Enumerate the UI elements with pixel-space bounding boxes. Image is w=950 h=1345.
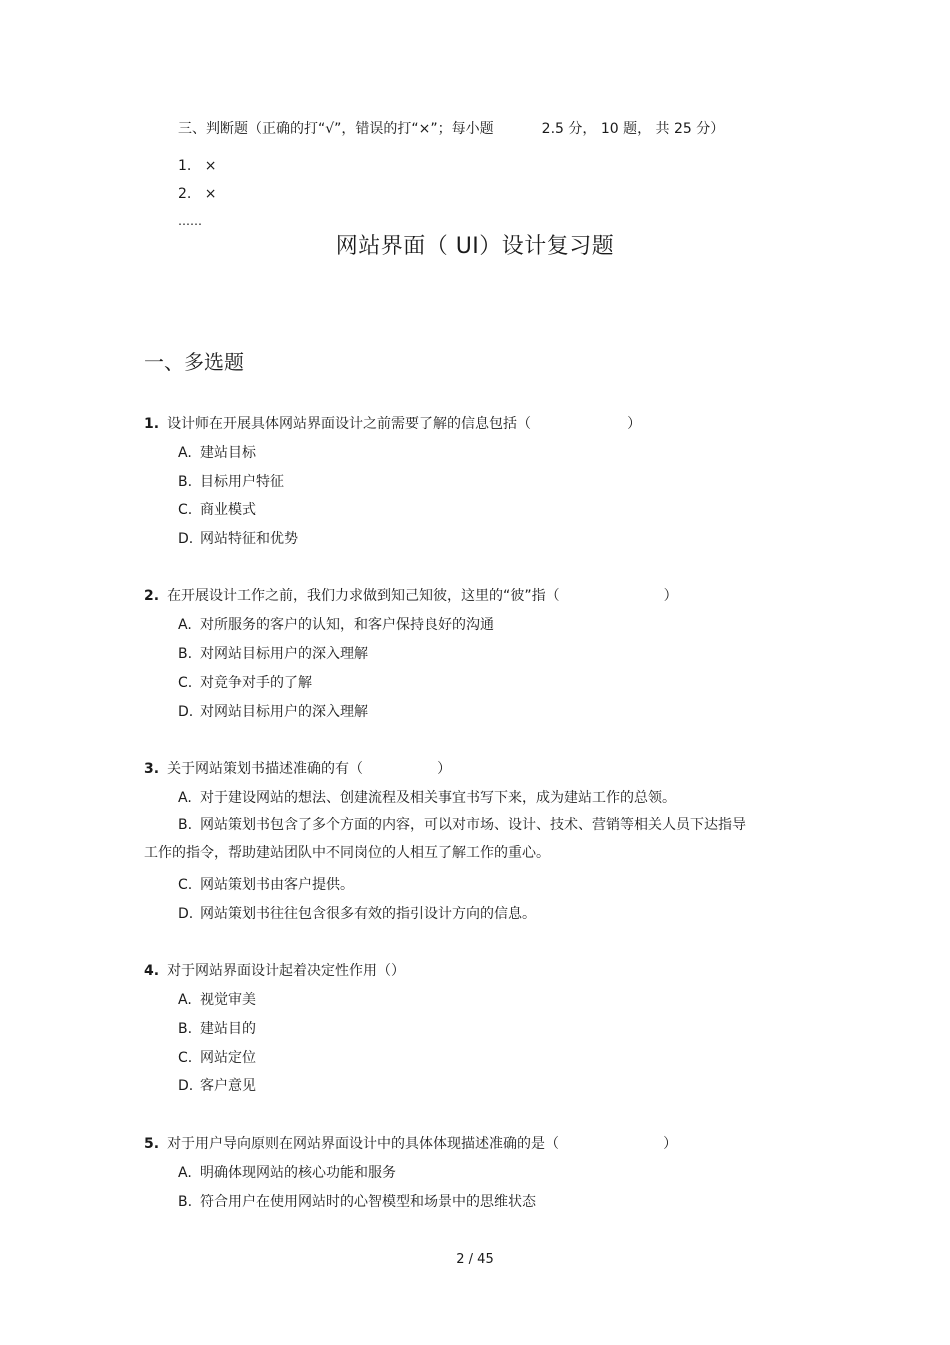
option-letter: D. xyxy=(178,906,194,922)
option-b xyxy=(178,1020,256,1038)
document-title: 网站界面（ UI）设计复习题 xyxy=(335,234,615,259)
question-text: 关于网站策划书描述准确的有（ xyxy=(167,761,364,777)
option-c xyxy=(178,1049,256,1067)
header-text-part1: 三、判断题（正确的打“√”，错误的打“×”；每小题 xyxy=(178,121,494,137)
option-text: 符合用户在使用网站时的心智模型和场景中的思维状态 xyxy=(200,1194,536,1210)
option-letter: C. xyxy=(178,1050,193,1066)
question-close-paren: ） xyxy=(663,588,678,604)
option-letter: B. xyxy=(178,1194,193,1210)
true-false-section-header xyxy=(178,120,724,138)
question-number: 3. xyxy=(144,761,160,777)
option-c xyxy=(178,674,312,692)
option-d xyxy=(178,905,536,923)
true-false-item xyxy=(178,185,216,203)
ellipsis: …… xyxy=(178,214,202,228)
option-text: 客户意见 xyxy=(200,1078,256,1094)
item-answer-mark: × xyxy=(204,186,217,202)
question-2 xyxy=(144,587,678,605)
option-text: 对竞争对手的了解 xyxy=(200,675,312,691)
option-letter: D. xyxy=(178,531,194,547)
question-number: 1. xyxy=(144,416,160,432)
question-close-paren: ） xyxy=(437,761,452,777)
option-d xyxy=(178,1077,256,1095)
option-letter: B. xyxy=(178,646,193,662)
option-letter: C. xyxy=(178,675,193,691)
question-text: 对于用户导向原则在网站界面设计中的具体体现描述准确的是（ xyxy=(167,1136,560,1152)
option-d xyxy=(178,530,298,548)
item-number: 2. xyxy=(178,186,192,202)
option-letter: A. xyxy=(178,992,192,1008)
item-answer-mark: × xyxy=(204,158,217,174)
option-text: 网站策划书包含了多个方面的内容，可以对市场、设计、技术、营销等相关人员下达指导工作的指令，帮助建站团队中不同岗位的人相互了解工作的重心。 xyxy=(144,817,746,861)
question-close-paren: ） xyxy=(627,416,642,432)
question-text: 对于网站界面设计起着决定性作用（） xyxy=(167,963,406,979)
option-text: 网站特征和优势 xyxy=(200,531,298,547)
option-a xyxy=(178,616,494,634)
question-number: 2. xyxy=(144,588,160,604)
option-a xyxy=(178,444,256,462)
question-text: 在开展设计工作之前，我们力求做到知己知彼，这里的“彼”指（ xyxy=(167,588,560,604)
option-a xyxy=(178,991,256,1009)
option-text: 网站策划书由客户提供。 xyxy=(200,877,354,893)
option-b xyxy=(178,1193,536,1211)
option-b xyxy=(144,811,754,867)
question-number: 5. xyxy=(144,1136,160,1152)
option-text: 对网站目标用户的深入理解 xyxy=(200,646,368,662)
option-letter: D. xyxy=(178,1078,194,1094)
option-letter: B. xyxy=(178,1021,193,1037)
option-letter: D. xyxy=(178,704,194,720)
option-text: 商业模式 xyxy=(200,502,256,518)
option-a xyxy=(178,1164,396,1182)
question-close-paren: ） xyxy=(663,1136,678,1152)
option-a xyxy=(178,789,676,807)
option-c xyxy=(178,501,256,519)
true-false-item xyxy=(178,157,216,175)
section-heading: 一、多选题 xyxy=(144,350,244,374)
option-letter: C. xyxy=(178,877,193,893)
option-b xyxy=(178,473,284,491)
option-letter: A. xyxy=(178,1165,192,1181)
option-b xyxy=(178,645,368,663)
question-5 xyxy=(144,1135,677,1153)
option-text: 对网站目标用户的深入理解 xyxy=(200,704,368,720)
option-text: 对于建设网站的想法、创建流程及相关事宜书写下来，成为建站工作的总领。 xyxy=(200,790,676,806)
question-number: 4. xyxy=(144,963,160,979)
option-text: 建站目的 xyxy=(200,1021,256,1037)
option-text: 目标用户特征 xyxy=(200,474,284,490)
option-letter: A. xyxy=(178,790,192,806)
option-letter: B. xyxy=(178,817,193,833)
option-letter: B. xyxy=(178,474,193,490)
option-letter: A. xyxy=(178,617,192,633)
header-text-part2: 2.5 分， 10 题， 共 25 分） xyxy=(541,121,725,137)
page-number: 2 / 45 xyxy=(456,1252,494,1267)
question-1 xyxy=(144,415,641,433)
option-letter: C. xyxy=(178,502,193,518)
option-text: 网站定位 xyxy=(200,1050,256,1066)
option-letter: A. xyxy=(178,445,192,461)
question-4 xyxy=(144,962,405,980)
option-text: 对所服务的客户的认知，和客户保持良好的沟通 xyxy=(200,617,494,633)
option-text: 建站目标 xyxy=(200,445,256,461)
option-d xyxy=(178,703,368,721)
item-number: 1. xyxy=(178,158,192,174)
option-text: 明确体现网站的核心功能和服务 xyxy=(200,1165,396,1181)
option-text: 网站策划书往往包含很多有效的指引设计方向的信息。 xyxy=(200,906,536,922)
option-text: 视觉审美 xyxy=(200,992,256,1008)
question-3 xyxy=(144,760,451,778)
question-text: 设计师在开展具体网站界面设计之前需要了解的信息包括（ xyxy=(167,416,532,432)
option-c xyxy=(178,876,354,894)
